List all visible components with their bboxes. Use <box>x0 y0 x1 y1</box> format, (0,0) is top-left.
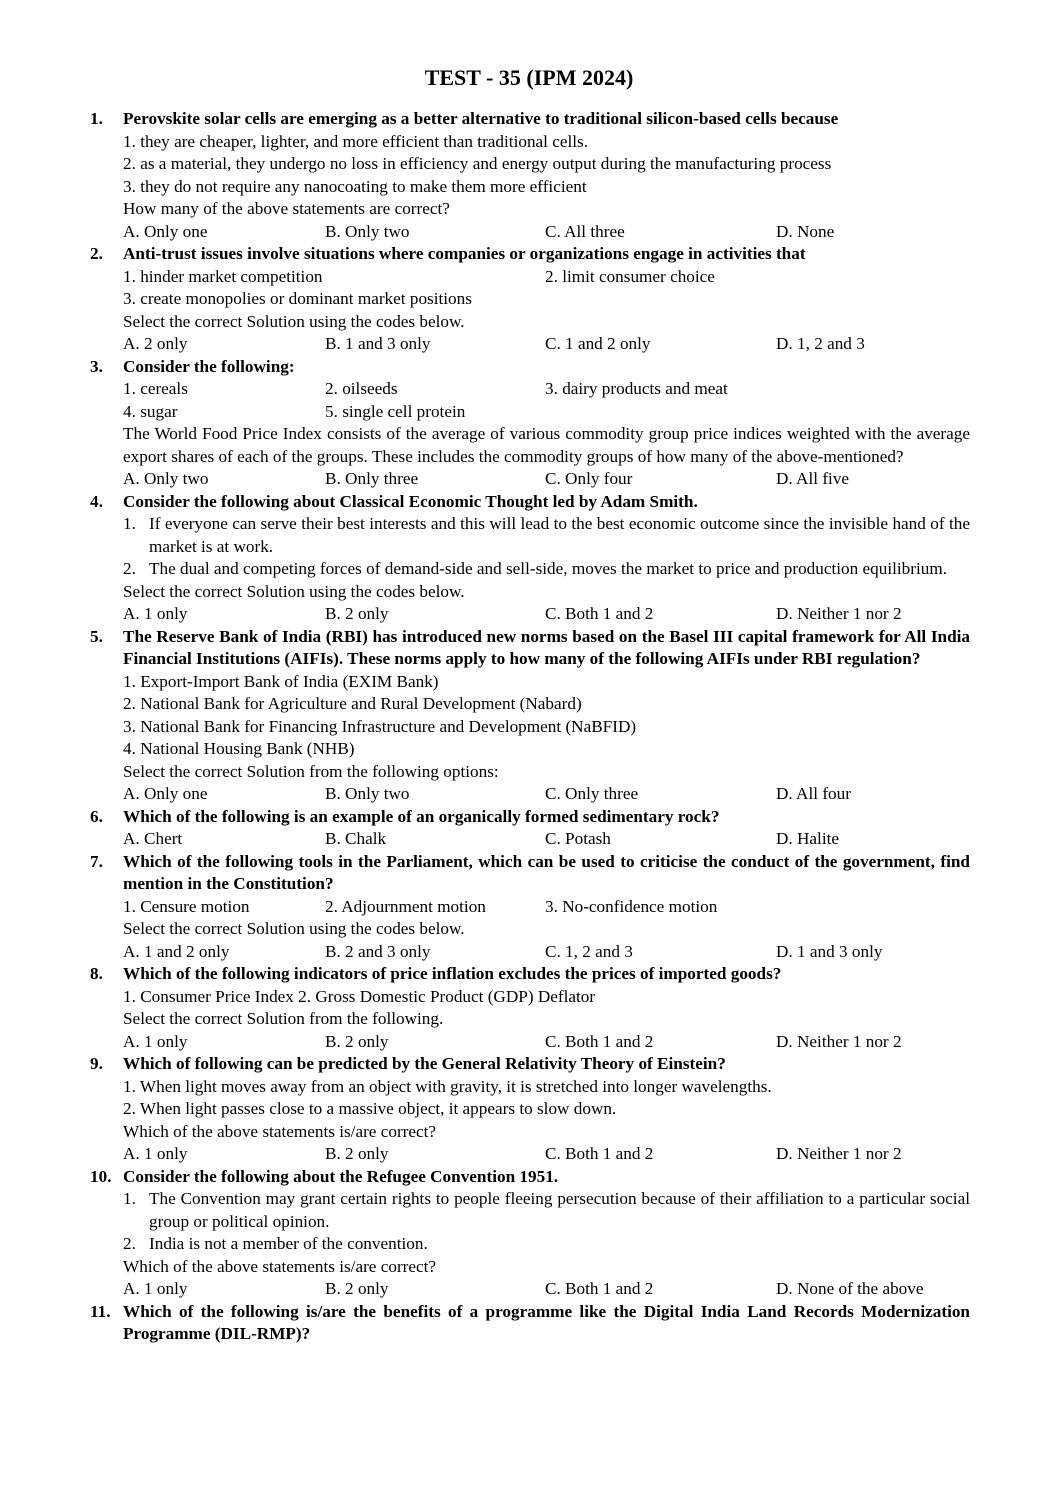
statement <box>123 558 970 581</box>
statement: 3. National Bank for Financing Infrastructure and Development (NaBFID) <box>123 716 637 736</box>
option-a[interactable]: A. 1 only <box>123 604 188 623</box>
option-d[interactable]: D. Neither 1 nor 2 <box>776 1031 902 1051</box>
option-c[interactable]: C. Only three <box>545 784 639 803</box>
option-c[interactable]: C. Both 1 and 2 <box>545 1144 654 1163</box>
question-stem: Which of the following tools in the Parliament, which can be used to criticise the conduct of the government, find mention in the Constitution? <box>123 851 970 893</box>
question-number: 10. <box>90 1166 112 1186</box>
question-stem: The Reserve Bank of India (RBI) has introduced new norms based on the Basel III capital framework for All India Financial Institutions (AIFIs). These norms apply to how many of the following AIFIs under RBI regulation? <box>123 626 970 668</box>
option-d[interactable]: D. None of the above <box>776 1279 924 1298</box>
option-b[interactable]: B. 2 only <box>325 1144 389 1163</box>
statement-text: The Convention may grant certain rights to people fleeing persecution because of their affiliation to a particular social group or political opinion. <box>149 1189 970 1231</box>
option-b[interactable]: B. 2 only <box>325 1031 389 1051</box>
option-d[interactable]: D. All four <box>776 784 851 803</box>
question-stem: Anti-trust issues involve situations where companies or organizations engage in activities that <box>123 244 806 263</box>
statement-number: 2. <box>123 1234 136 1253</box>
statement: 3. they do not require any nanocoating to make them more efficient <box>123 176 587 196</box>
instruction: Select the correct Solution using the codes below. <box>123 919 465 938</box>
option-b[interactable]: B. Only two <box>325 784 410 803</box>
question-number: 11. <box>90 1301 111 1321</box>
statement: 1. hinder market competition <box>123 266 323 286</box>
statement: 1. they are cheaper, lighter, and more efficient than traditional cells. <box>123 131 589 151</box>
question-11 <box>90 1301 970 1346</box>
statement: 2. as a material, they undergo no loss in efficiency and energy output during the manufacturing process <box>123 154 832 173</box>
question-number: 4. <box>90 491 103 511</box>
statement-text: The dual and competing forces of demand-side and sell-side, moves the market to price and production equilibrium. <box>149 559 948 578</box>
item: 1. cereals <box>123 379 188 398</box>
option-a[interactable]: A. Only one <box>123 784 208 803</box>
instruction: Select the correct Solution from the following options: <box>123 761 499 781</box>
question-stem: Consider the following about Classical Economic Thought led by Adam Smith. <box>123 491 698 511</box>
option-b[interactable]: B. Chalk <box>325 829 387 848</box>
option-a[interactable]: A. 1 only <box>123 1031 188 1051</box>
option-a[interactable]: A. 1 only <box>123 1279 188 1298</box>
statement-number: 1. <box>123 1189 136 1208</box>
question-8 <box>90 963 970 1053</box>
question-1 <box>90 108 970 243</box>
item: 1. Censure motion <box>123 896 250 916</box>
options-row <box>123 221 970 244</box>
option-a[interactable]: A. 2 only <box>123 334 188 353</box>
statement-text: If everyone can serve their best interests and this will lead to the best economic outcome since the invisible hand of the market is at work. <box>149 514 970 556</box>
option-a[interactable]: A. Only two <box>123 469 209 488</box>
statement <box>123 513 970 558</box>
question-number: 1. <box>90 109 103 128</box>
option-d[interactable]: D. Neither 1 nor 2 <box>776 604 902 623</box>
option-c[interactable]: C. Both 1 and 2 <box>545 1279 654 1298</box>
option-b[interactable]: B. 2 only <box>325 604 389 623</box>
item: 2. Adjournment motion <box>325 896 486 916</box>
options-row <box>123 1143 970 1166</box>
option-b[interactable]: B. 2 only <box>325 1279 389 1298</box>
option-b[interactable]: B. 2 and 3 only <box>325 941 431 961</box>
option-b[interactable]: B. 1 and 3 only <box>325 334 431 353</box>
question-number: 9. <box>90 1054 103 1073</box>
statement <box>123 1233 970 1256</box>
instruction: Select the correct Solution using the codes below. <box>123 311 465 331</box>
item: 5. single cell protein <box>325 401 466 421</box>
option-a[interactable]: A. Only one <box>123 221 208 241</box>
option-c[interactable]: C. 1 and 2 only <box>545 334 651 353</box>
statement-text: India is not a member of the convention. <box>149 1234 428 1253</box>
statement-number: 2. <box>123 559 136 578</box>
statement <box>123 1188 970 1233</box>
option-c[interactable]: C. Potash <box>545 829 611 848</box>
question-10 <box>90 1166 970 1301</box>
option-a[interactable]: A. Chert <box>123 829 183 848</box>
question-9 <box>90 1053 970 1166</box>
instruction: Select the correct Solution using the codes below. <box>123 581 465 601</box>
options-row <box>123 468 970 491</box>
question-stem: Which of the following is/are the benefits of a programme like the Digital India Land Records Modernization Programme (DIL-RMP)? <box>123 1301 970 1343</box>
question-2 <box>90 243 970 356</box>
option-b[interactable]: B. Only two <box>325 221 410 241</box>
statement: 1. Export-Import Bank of India (EXIM Bank) <box>123 671 439 691</box>
item-row <box>123 378 970 401</box>
statement: 3. create monopolies or dominant market positions <box>123 289 472 308</box>
statement-row <box>123 266 970 289</box>
option-c[interactable]: C. Both 1 and 2 <box>545 1031 654 1051</box>
question-paragraph: The World Food Price Index consists of the average of various commodity group price indices weighted with the average export shares of each of the groups. These includes the commodity groups of how many of the above-mentioned? <box>123 424 970 466</box>
item-row <box>123 401 970 424</box>
question-stem: Which of the following is an example of an organically formed sedimentary rock? <box>123 806 720 826</box>
instruction: How many of the above statements are correct? <box>123 199 450 218</box>
options-row <box>123 783 970 806</box>
option-d[interactable]: D. All five <box>776 469 850 488</box>
option-b[interactable]: B. Only three <box>325 469 419 488</box>
option-c[interactable]: C. Both 1 and 2 <box>545 604 654 623</box>
option-d[interactable]: D. 1, 2 and 3 <box>776 334 865 353</box>
question-number: 7. <box>90 851 103 871</box>
question-number: 8. <box>90 964 103 983</box>
question-5 <box>90 626 970 806</box>
option-c[interactable]: C. 1, 2 and 3 <box>545 941 633 961</box>
item-row <box>123 896 970 919</box>
question-stem: Consider the following: <box>123 356 295 376</box>
question-3 <box>90 356 970 491</box>
options-row <box>123 1031 970 1054</box>
statement: 1. When light moves away from an object with gravity, it is stretched into longer wavelengths. <box>123 1076 772 1096</box>
question-number: 6. <box>90 806 103 826</box>
question-number: 5. <box>90 626 103 646</box>
question-7 <box>90 851 970 964</box>
options-row <box>123 941 970 964</box>
option-a[interactable]: A. 1 and 2 only <box>123 941 230 961</box>
item: 3. dairy products and meat <box>545 379 728 398</box>
question-6 <box>90 806 970 851</box>
options-row <box>123 603 970 626</box>
question-stem: Which of following can be predicted by the General Relativity Theory of Einstein? <box>123 1054 726 1073</box>
instruction: Which of the above statements is/are correct? <box>123 1121 437 1141</box>
option-d[interactable]: D. Halite <box>776 829 840 848</box>
statement: 2. limit consumer choice <box>545 266 715 286</box>
options-row <box>123 333 970 356</box>
statement: 4. National Housing Bank (NHB) <box>123 739 355 758</box>
statement: 1. Consumer Price Index 2. Gross Domestic Product (GDP) Deflator <box>123 986 596 1006</box>
statement: 2. National Bank for Agriculture and Rural Development (Nabard) <box>123 694 582 713</box>
option-d[interactable]: D. Neither 1 nor 2 <box>776 1144 902 1163</box>
instruction: Which of the above statements is/are correct? <box>123 1256 437 1276</box>
option-d[interactable]: D. 1 and 3 only <box>776 941 883 961</box>
options-row <box>123 1278 970 1301</box>
instruction: Select the correct Solution from the following. <box>123 1009 444 1028</box>
option-c[interactable]: C. Only four <box>545 469 633 488</box>
question-number: 2. <box>90 244 103 263</box>
question-stem: Which of the following indicators of price inflation excludes the prices of imported goods? <box>123 964 782 983</box>
statement-number: 1. <box>123 514 136 533</box>
item: 4. sugar <box>123 401 178 421</box>
option-a[interactable]: A. 1 only <box>123 1144 188 1163</box>
question-stem: Perovskite solar cells are emerging as a better alternative to traditional silicon-based cells because <box>123 109 839 128</box>
question-4 <box>90 491 970 626</box>
option-c[interactable]: C. All three <box>545 221 625 241</box>
page-title: TEST - 35 (IPM 2024) <box>424 65 634 90</box>
item: 3. No-confidence motion <box>545 896 718 916</box>
statement: 2. When light passes close to a massive object, it appears to slow down. <box>123 1099 617 1118</box>
question-stem: Consider the following about the Refugee Convention 1951. <box>123 1166 559 1186</box>
question-list <box>90 108 970 1346</box>
question-number: 3. <box>90 356 103 376</box>
item: 2. oilseeds <box>325 379 398 398</box>
options-row <box>123 828 970 851</box>
option-d[interactable]: D. None <box>776 221 835 241</box>
